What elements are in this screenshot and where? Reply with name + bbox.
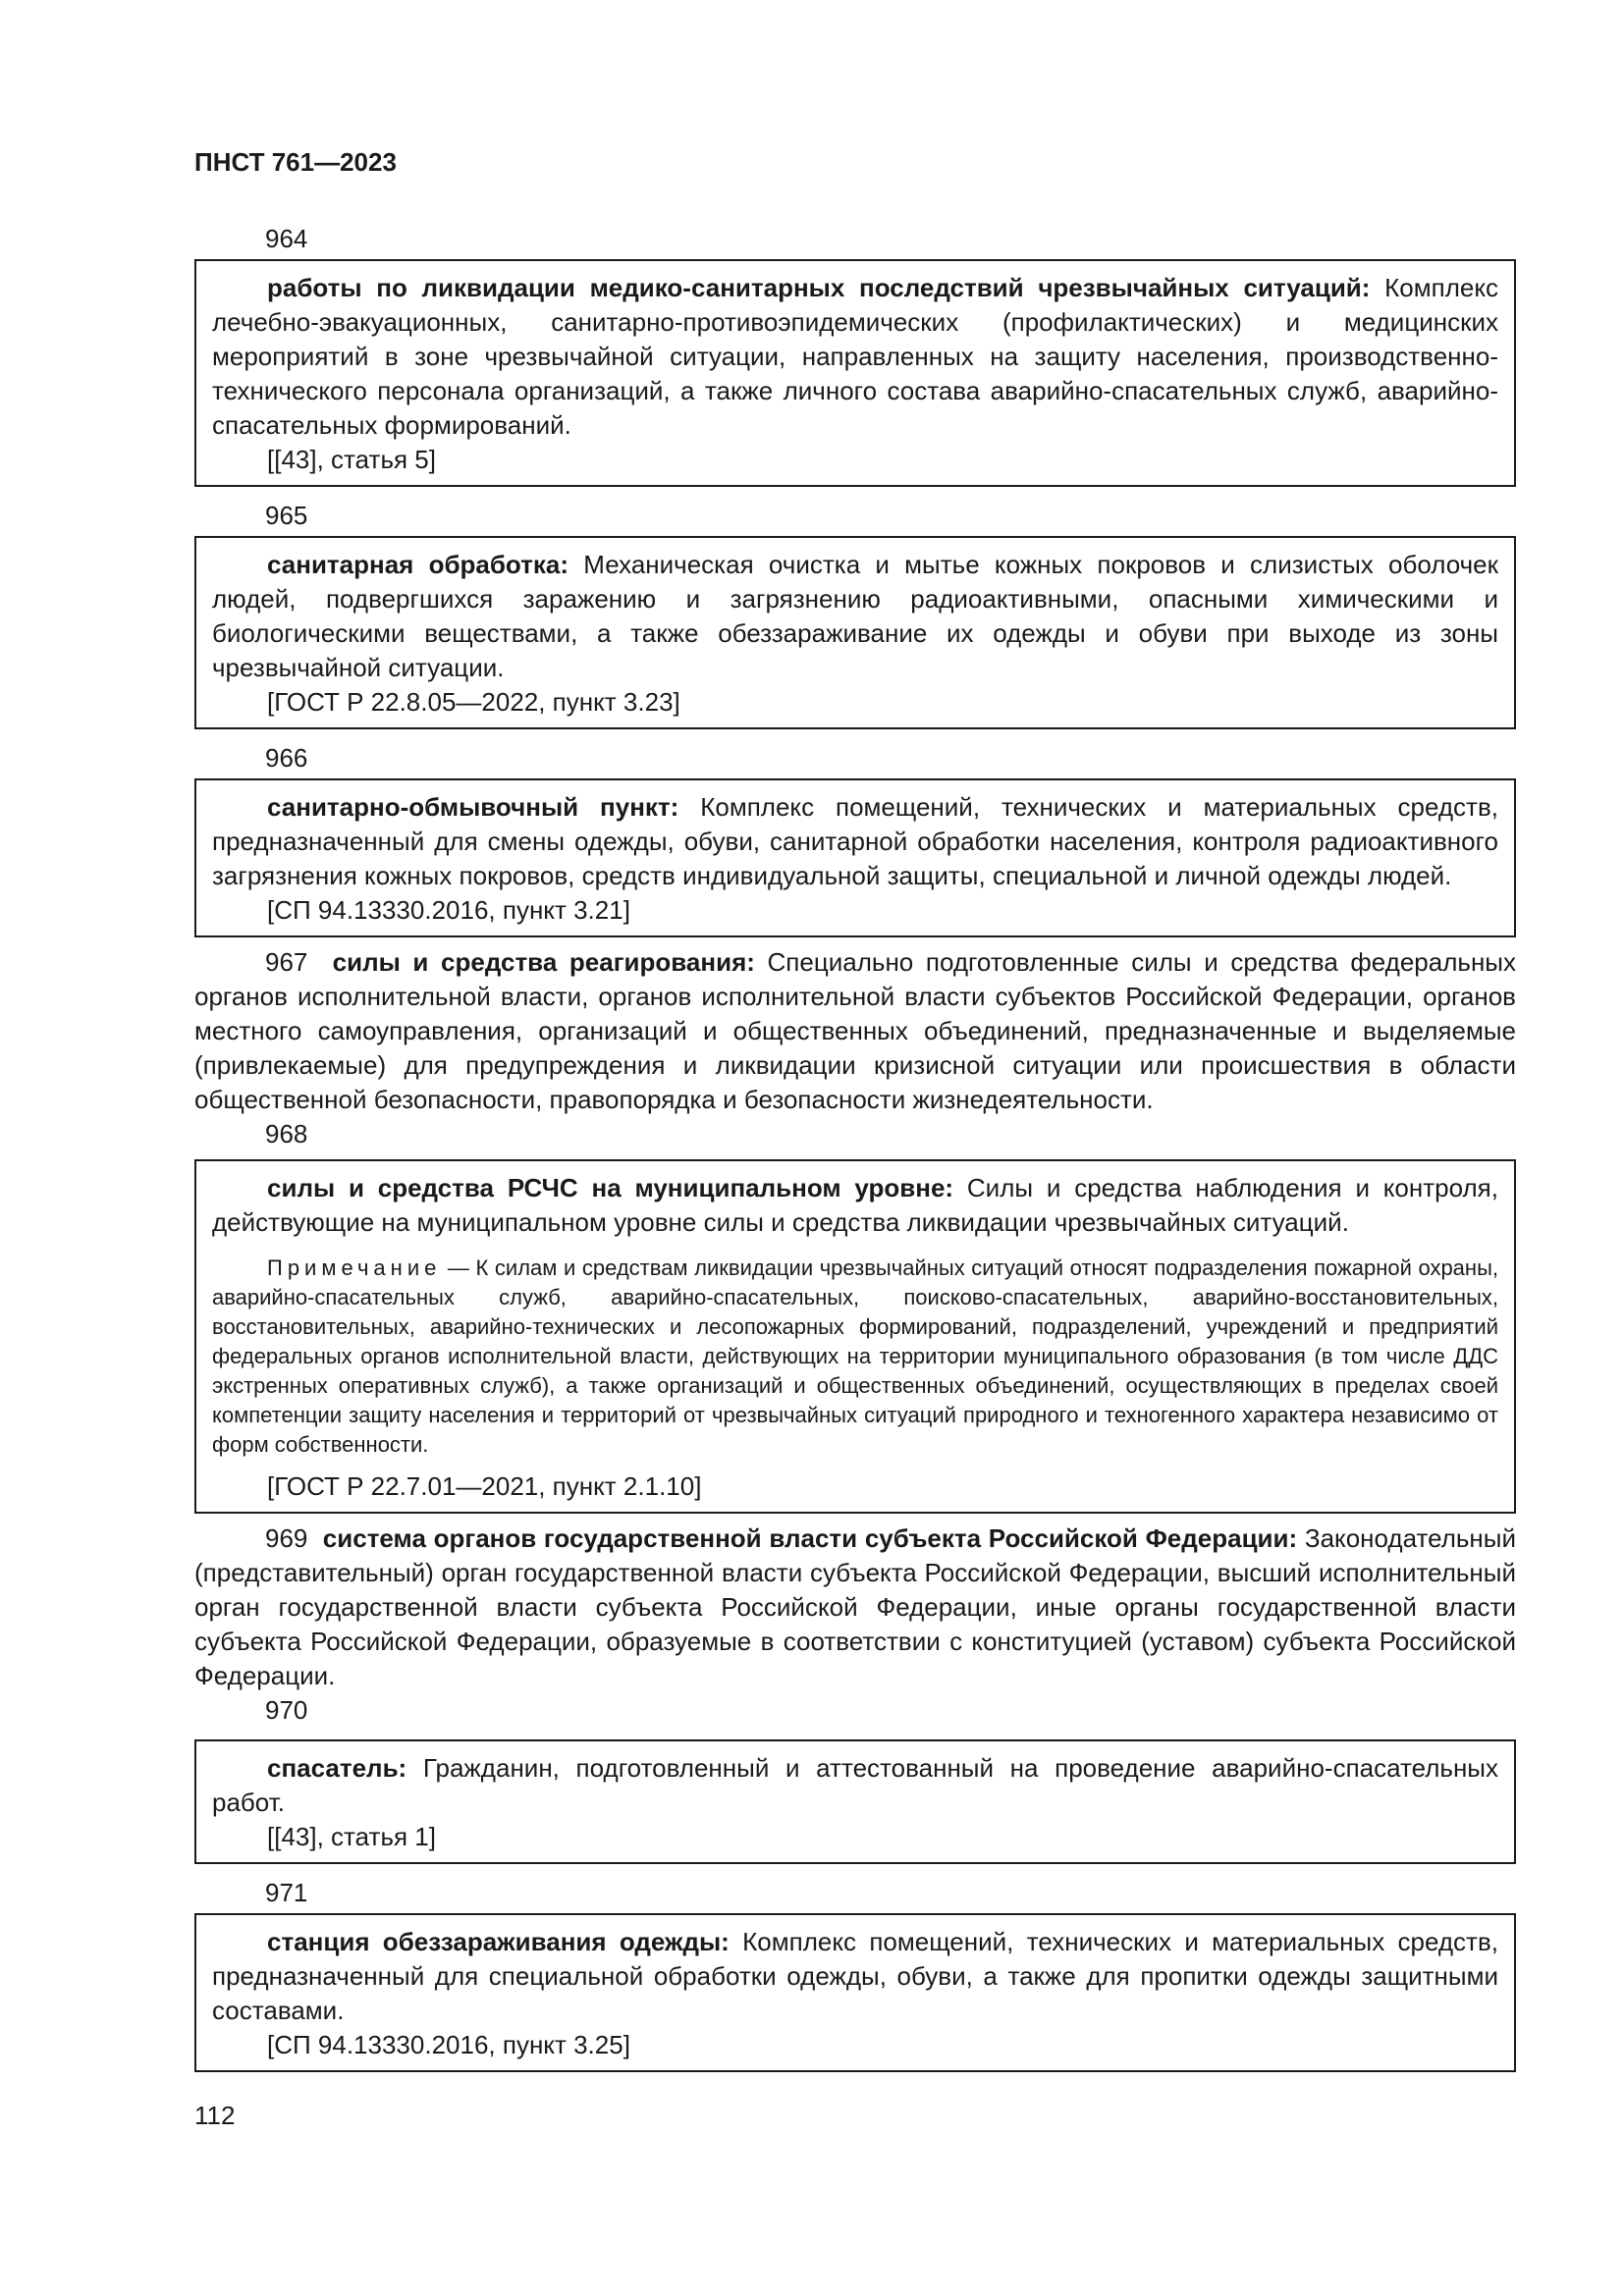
term-box-966 [194, 778, 1516, 937]
term: санитарно-обмывочный пункт: [267, 792, 679, 822]
term-box-965 [194, 536, 1516, 729]
document-body [194, 218, 1516, 2080]
definition-paragraph [212, 790, 1498, 893]
term-box-968 [194, 1159, 1516, 1514]
definition: Специально подготовленные силы и средства федеральных органов исполнительной власти, органов исполнительной власти субъектов Российской Федерации, органов местного самоуправления, организаций и общественных объединений, предназначенные и выделяемые (привлекаемые) для предупреждения и ликвидации кризисной ситуации или происшествия в области общественной безопасности, правопорядка и безопасности жизнедеятельности. [194, 947, 1516, 1114]
term: спасатель: [267, 1753, 407, 1783]
source-reference: [СП 94.13330.2016, пункт 3.21] [267, 895, 630, 925]
term-box-964 [194, 259, 1516, 487]
document-code: ПНСТ 761—2023 [194, 147, 397, 177]
note-text: — К силам и средствам ликвидации чрезвычайных ситуаций относят подразделения пожарной охраны, аварийно-спасательных служб, аварийно-спасательных, поисково-спасательных, аварийно-восстановительных, восстановительных, аварийно-технических и лесопожарных формирований, подразделений, учреждений и предприятий федеральных органов исполнительной власти, действующих на территории муниципального образования (в том числе ДДС экстренных оперативных служб), а также организаций и общественных объединений, осуществляющих в пределах своей компетенции защиту населения и территорий от чрезвычайных ситуаций природного и техногенного характера независимо от форм собственности. [212, 1255, 1498, 1457]
entry-number: 965 [265, 501, 308, 530]
term-box-970 [194, 1739, 1516, 1864]
definition-paragraph [212, 1171, 1498, 1240]
entry-number: 967 [265, 947, 308, 977]
term-box-971 [194, 1913, 1516, 2072]
entry-number: 966 [265, 743, 308, 773]
definition: Механическая очистка и мытье кожных покровов и слизистых оболочек людей, подвергшихся заражению и загрязнению радиоактивными, опасными химическими и биологическими веществами, а также обеззараживание их одежды и обуви при выходе из зоны чрезвычайной ситуации. [212, 550, 1499, 682]
definition: Гражданин, подготовленный и аттестованный на проведение аварийно-спасательных работ. [212, 1753, 1498, 1817]
term: санитарная обработка: [267, 550, 569, 579]
definition-paragraph [212, 1925, 1498, 2028]
source-reference: [ГОСТ Р 22.8.05—2022, пункт 3.23] [267, 687, 680, 717]
source-reference: [СП 94.13330.2016, пункт 3.25] [267, 2030, 630, 2059]
entry-number: 964 [265, 224, 308, 253]
note-label: Примечание [267, 1255, 442, 1280]
entry-number: 970 [265, 1695, 308, 1725]
term: силы и средства реагирования: [332, 947, 755, 977]
definition: Комплекс помещений, технических и материальных средств, предназначенный для смены одежды, обуви, санитарной обработки населения, контроля радиоактивного загрязнения кожных покровов, средств индивидуальной защиты, специальной и личной одежды людей. [212, 792, 1498, 890]
definition: Законодательный (представительный) орган государственной власти субъекта Российской Федерации, высший исполнительный орган государственной власти субъекта Российской Федерации, иные органы государственной власти субъекта Российской Федерации, образуемые в соответствии с конституцией (уставом) субъекта Российской Федерации. [194, 1523, 1516, 1690]
definition: Комплекс помещений, технических и материальных средств, предназначенный для специальной обработки одежды, обуви, а также для пропитки одежды защитными составами. [212, 1927, 1498, 2025]
term: станция обеззараживания одежды: [267, 1927, 730, 1956]
definition: Комплекс лечебно-эвакуационных, санитарно-противоэпидемических (профилактических) и медицинских мероприятий в зоне чрезвычайной ситуации, направленных на защиту населения, производственно-технического персонала организаций, а также личного состава аварийно-спасательных служб, аварийно-спасательных формирований. [212, 273, 1498, 440]
definition-paragraph [212, 1751, 1498, 1820]
definition: Силы и средства наблюдения и контроля, действующие на муниципальном уровне силы и средства ликвидации чрезвычайных ситуаций. [212, 1173, 1498, 1237]
source-reference: [ГОСТ Р 22.7.01—2021, пункт 2.1.10] [267, 1471, 702, 1501]
entry-969-paragraph [194, 1522, 1516, 1693]
entry-number: 968 [265, 1119, 308, 1148]
entry-number: 971 [265, 1878, 308, 1907]
page-number: 112 [194, 2101, 236, 2130]
entry-967-paragraph [194, 945, 1516, 1117]
definition-paragraph [212, 271, 1498, 443]
source-reference: [[43], статья 1] [267, 1822, 436, 1851]
term: система органов государственной власти субъекта Российской Федерации: [322, 1523, 1298, 1553]
term: работы по ликвидации медико-санитарных последствий чрезвычайных ситуаций: [267, 273, 1371, 302]
source-reference: [[43], статья 5] [267, 445, 436, 474]
definition-paragraph [212, 548, 1498, 685]
entry-number: 969 [265, 1523, 308, 1553]
term: силы и средства РСЧС на муниципальном уровне: [267, 1173, 954, 1202]
note [212, 1254, 1498, 1460]
